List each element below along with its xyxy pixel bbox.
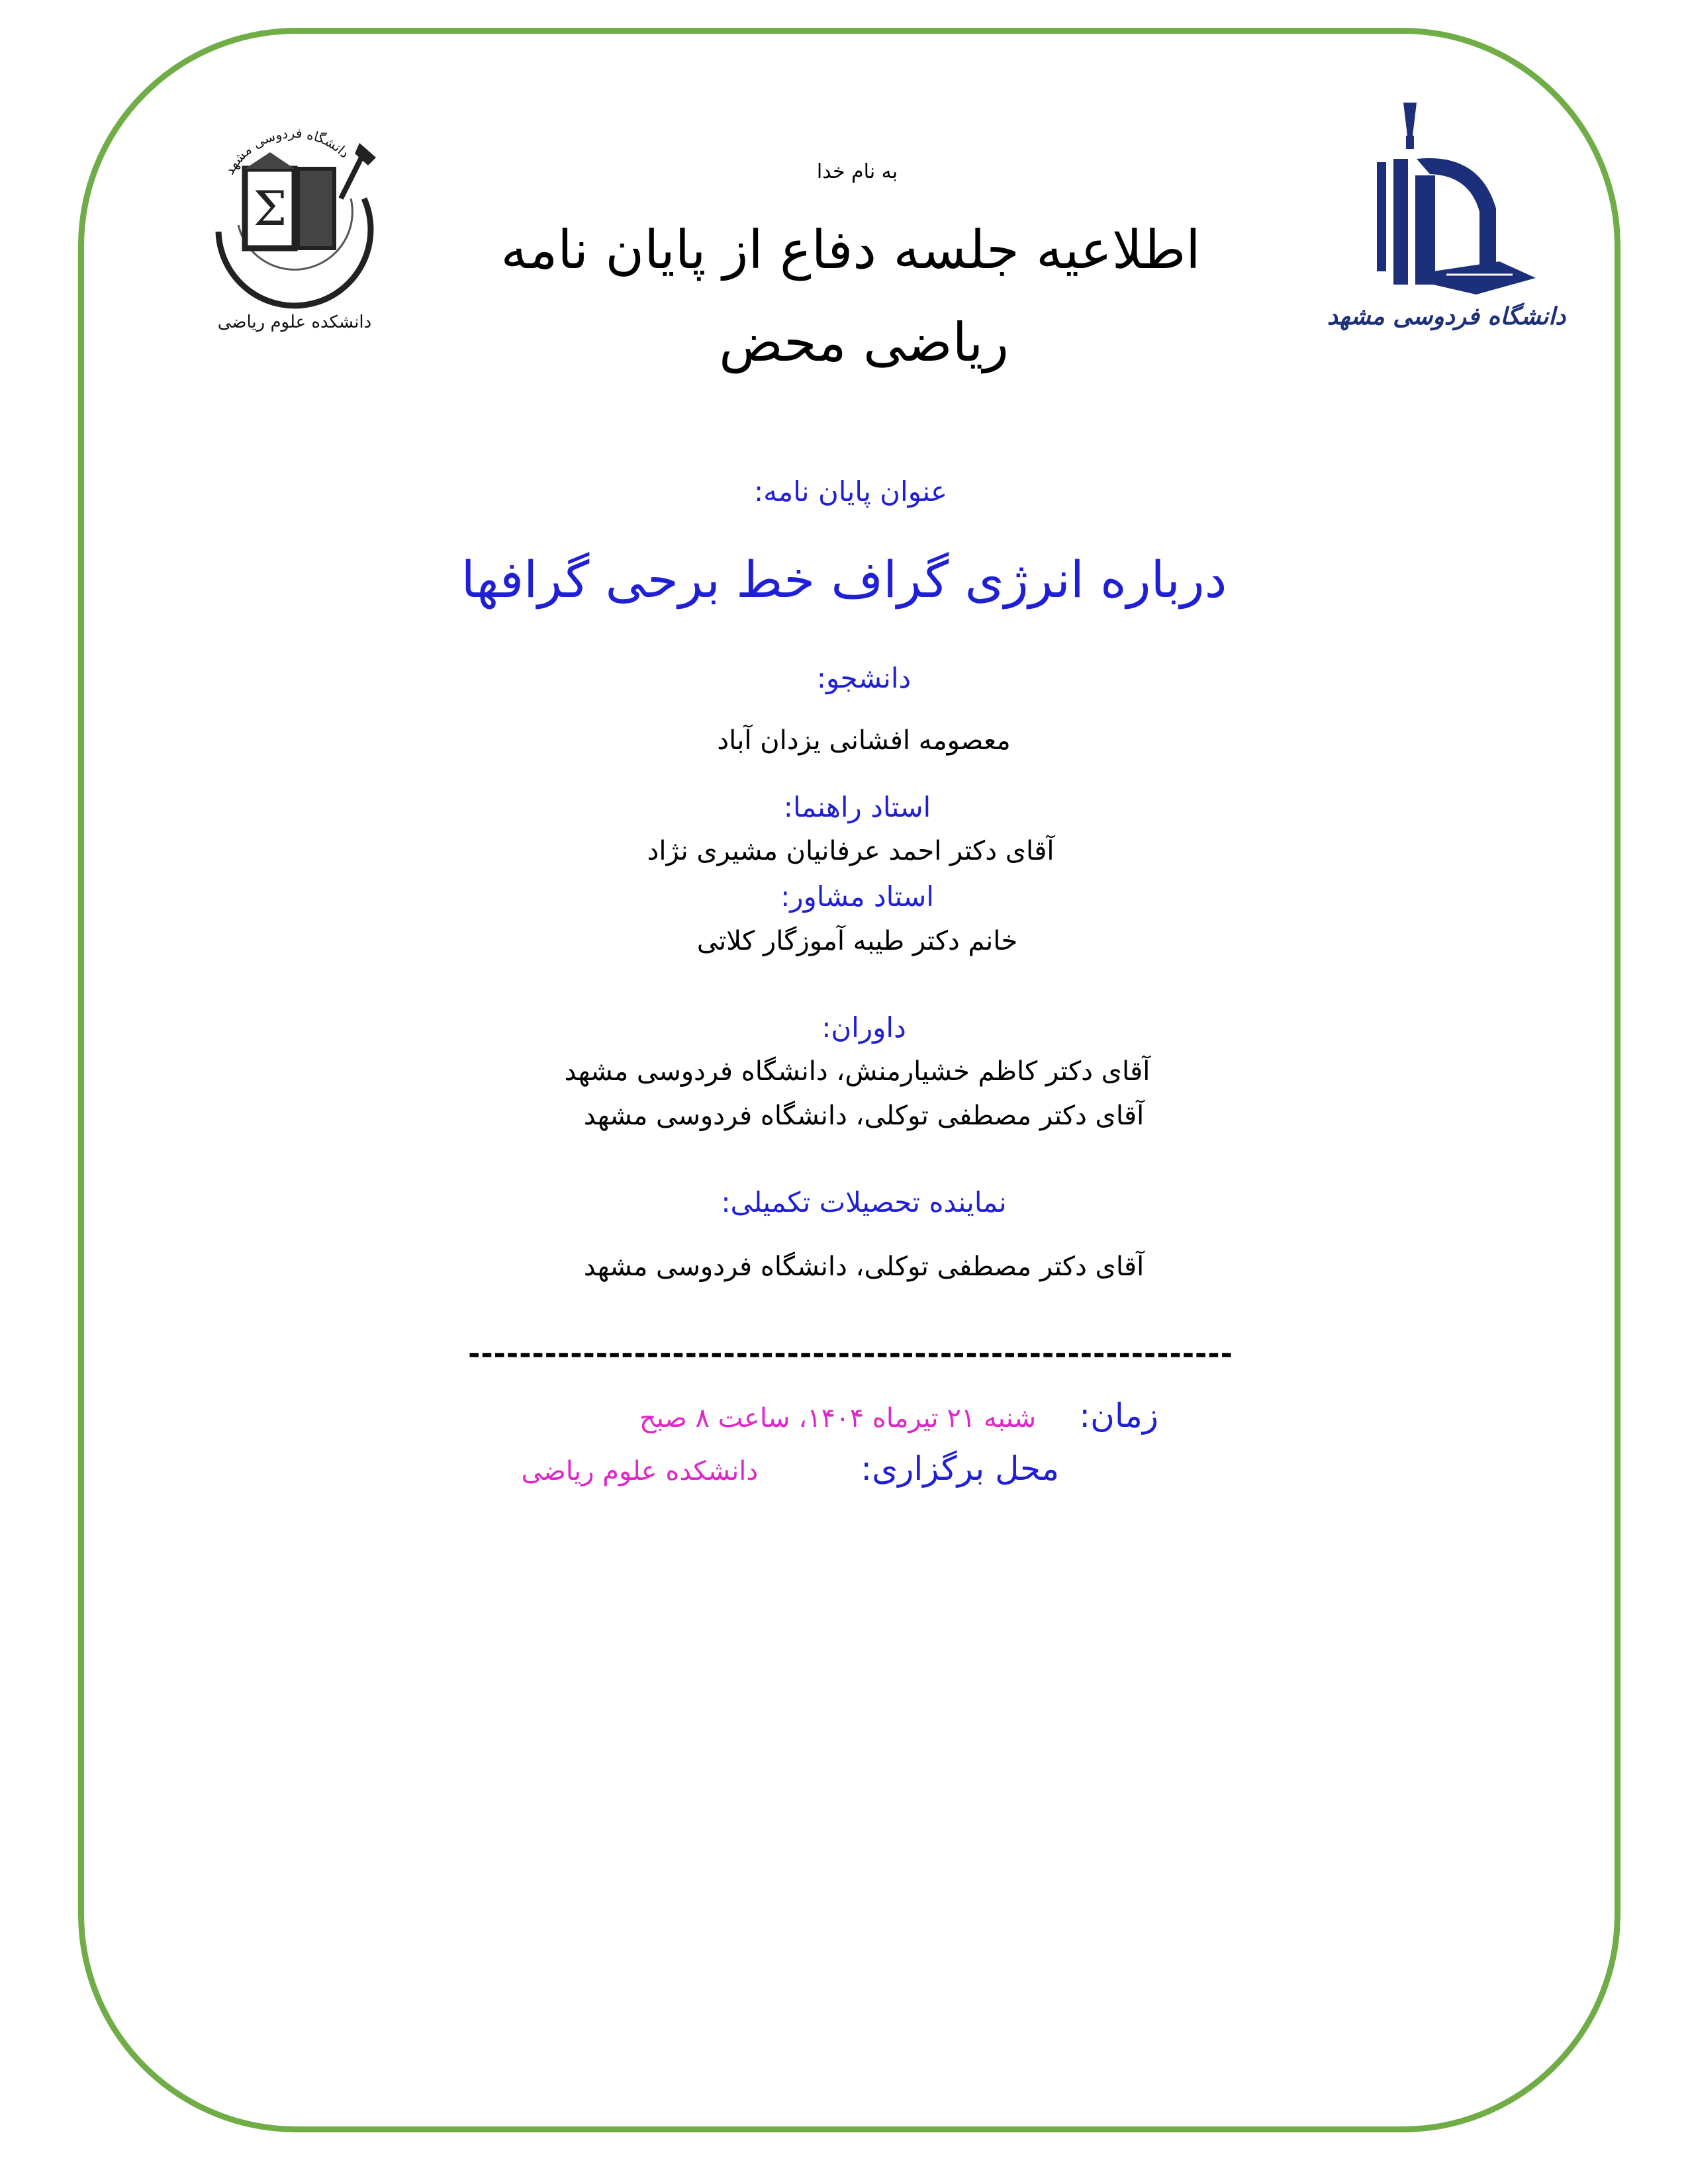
student-label: دانشجو: [816,662,912,694]
graduate-rep-name: آقای دکتر مصطفی توکلی، دانشگاه فردوسی مشهد [583,1251,1145,1282]
referees-label: داوران: [821,1011,906,1044]
referee-item: آقای دکتر مصطفی توکلی، دانشگاه فردوسی مشهد [583,1101,1145,1131]
bismillah-text: به نام خدا [816,160,898,183]
referee-item: آقای دکتر کاظم خشیارمنش، دانشگاه فردوسی مشهد [564,1056,1150,1087]
faculty-logo-caption: دانشکده علوم ریاضی [217,312,372,332]
student-name: معصومه افشانی یزدان آباد [717,725,1011,756]
announcement-subtitle: ریاضی محض [719,312,1009,373]
time-label: زمان: [1079,1396,1158,1435]
announcement-title: اطلاعیه جلسه دفاع از پایان نامه [500,219,1201,281]
time-value: شنبه ۲۱ تیرماه ۱۴۰۴، ساعت ۸ صبح [639,1403,1037,1433]
divider-line: ------------------------------------------------------------ [468,1337,1233,1371]
faculty-ring-text: دانشگاه فردوسی مشهد [221,124,353,177]
sigma-symbol: Σ [253,181,287,236]
advisor-label: استاد مشاور: [780,880,934,913]
thesis-title-label: عنوان پایان نامه: [753,475,948,508]
thesis-title: درباره انرژی گراف خط برحی گرافها [461,550,1227,609]
university-logo-caption: دانشگاه فردوسی مشهد [1327,302,1566,330]
graduate-rep-label: نماینده تحصیلات تکمیلی: [721,1186,1007,1218]
advisor-name: خانم دکتر طیبه آموزگار کلاتی [696,926,1018,956]
supervisor-name: آقای دکتر احمد عرفانیان مشیری نژاد [647,836,1055,866]
venue-row [521,1449,1059,1488]
venue-label: محل برگزاری: [861,1449,1059,1488]
supervisor-label: استاد راهنما: [783,791,931,823]
time-row [639,1396,1158,1435]
venue-value: دانشکده علوم ریاضی [521,1456,759,1486]
